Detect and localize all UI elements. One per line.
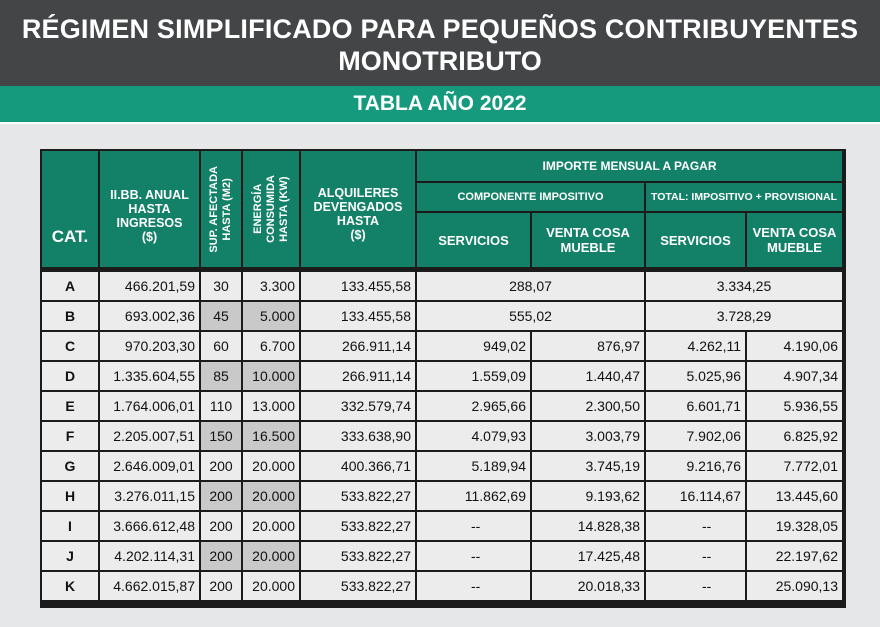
cell-tot-servicios	[646, 542, 745, 570]
cell-tot-venta	[747, 572, 842, 600]
cell-tot-servicios	[646, 482, 745, 510]
cell-tot-servicios	[646, 422, 745, 450]
cell-energia-value: 6.700	[259, 338, 295, 354]
cell-tot-servicios-value: 5.025,96	[686, 368, 741, 384]
cell-comp-servicios-value: --	[471, 578, 481, 594]
cell-superficie-value: 60	[213, 338, 229, 354]
cell-superficie-value: 150	[209, 428, 233, 444]
cell-comp-venta	[532, 332, 644, 360]
cell-tot-servicios-value: --	[702, 548, 712, 564]
header-superficie	[201, 151, 241, 267]
cell-tot-venta-value: 13.445,60	[775, 488, 838, 504]
cell-cat	[42, 332, 98, 360]
cell-alquiler-value: 533.822,27	[340, 488, 411, 504]
header-total	[646, 183, 842, 211]
cell-alquiler	[301, 392, 415, 420]
cell-alquiler-value: 133.455,58	[340, 278, 411, 294]
cell-ingresos-value: 466.201,59	[124, 278, 195, 294]
cell-comp-venta	[532, 422, 644, 450]
cell-comp-servicios	[417, 452, 530, 480]
cell-tot-servicios-value: --	[702, 578, 712, 594]
cell-cat	[42, 572, 98, 600]
cell-tot-servicios-value: 9.216,76	[686, 458, 741, 474]
cell-energia	[243, 392, 299, 420]
cell-tot-venta-value: 19.328,05	[775, 518, 838, 534]
cell-ingresos	[100, 482, 199, 510]
monotributo-table	[40, 149, 846, 608]
cell-componente-merged	[417, 272, 644, 300]
cell-tot-servicios	[646, 572, 745, 600]
cell-alquiler-value: 133.455,58	[340, 308, 411, 324]
cell-alquiler	[301, 542, 415, 570]
cell-superficie	[201, 542, 241, 570]
cell-comp-servicios	[417, 362, 530, 390]
cell-cat-value: C	[64, 338, 76, 354]
header-alquileres	[301, 151, 415, 267]
cell-comp-servicios-value: 1.559,09	[471, 368, 526, 384]
cell-comp-servicios-value: --	[471, 548, 481, 564]
cell-ingresos-value: 3.276.011,15	[114, 488, 195, 504]
cell-cat-value: F	[65, 428, 75, 444]
header-importe-label: IMPORTE MENSUAL A PAGAR	[542, 159, 717, 173]
cell-comp-servicios-value: 2.965,66	[471, 398, 526, 414]
cell-cat	[42, 542, 98, 570]
cell-ingresos-value: 1.764.006,01	[113, 398, 195, 414]
cell-total-merged	[646, 272, 842, 300]
cell-cat-value: E	[65, 398, 75, 414]
cell-tot-venta	[747, 392, 842, 420]
cell-cat	[42, 452, 98, 480]
cell-ingresos	[100, 512, 199, 540]
cell-comp-servicios-value: 5.189,94	[471, 458, 526, 474]
cell-tot-servicios-value: --	[702, 518, 712, 534]
cell-tot-servicios-value: 16.114,67	[679, 488, 741, 504]
subtitle-band	[0, 86, 880, 122]
header-alquileres-line: HASTA	[336, 214, 380, 228]
cell-superficie-value: 30	[213, 278, 229, 294]
header-tot-venta-line: VENTA COSA	[752, 225, 837, 240]
cell-cat	[42, 272, 98, 300]
cell-energia-value: 10.000	[252, 368, 295, 384]
header-tot-servicios	[646, 213, 745, 267]
cell-comp-venta	[532, 362, 644, 390]
cell-comp-venta-value: 14.828,38	[577, 518, 640, 534]
cell-tot-servicios-value: 7.902,06	[686, 428, 741, 444]
cell-total-merged-value: 3.334,25	[716, 278, 772, 294]
cell-comp-venta-value: 3.003,79	[585, 428, 640, 444]
header-tot-servicios-label: SERVICIOS	[660, 232, 731, 248]
cell-alquiler	[301, 422, 415, 450]
cell-cat	[42, 302, 98, 330]
cell-alquiler	[301, 572, 415, 600]
cell-energia-value: 16.500	[252, 428, 295, 444]
header-alquileres-line: DEVENGADOS	[313, 200, 403, 214]
cell-ingresos-value: 4.202.114,31	[114, 548, 195, 564]
cell-alquiler-value: 533.822,27	[340, 548, 411, 564]
cell-cat-value: K	[64, 578, 76, 594]
cell-energia	[243, 272, 299, 300]
cell-tot-venta	[747, 362, 842, 390]
cell-alquiler	[301, 512, 415, 540]
cell-ingresos	[100, 272, 199, 300]
cell-tot-venta-value: 4.907,34	[783, 368, 838, 384]
page-title-line2: MONOTRIBUTO	[338, 46, 542, 76]
cell-tot-venta	[747, 422, 842, 450]
cell-superficie-value: 200	[209, 518, 233, 534]
header-comp-servicios-label: SERVICIOS	[438, 232, 509, 248]
cell-cat	[42, 362, 98, 390]
cell-comp-venta	[532, 482, 644, 510]
cell-superficie	[201, 302, 241, 330]
header-cat	[42, 151, 98, 267]
header-tot-venta	[747, 213, 842, 267]
cell-tot-venta-value: 7.772,01	[783, 458, 838, 474]
cell-tot-servicios	[646, 452, 745, 480]
header-ingresos-line: ($)	[141, 230, 158, 244]
cell-tot-servicios	[646, 362, 745, 390]
cell-componente-merged-value: 555,02	[509, 308, 552, 324]
cell-comp-venta-value: 1.440,47	[585, 368, 640, 384]
cell-ingresos	[100, 362, 199, 390]
header-superficie-line: HASTA (M2)	[221, 177, 233, 241]
cell-superficie	[201, 422, 241, 450]
cell-alquiler-value: 266.911,14	[341, 338, 411, 354]
header-comp-venta-line: MUEBLE	[560, 240, 616, 255]
header-comp-venta-line: VENTA COSA	[546, 225, 630, 240]
cell-energia	[243, 482, 299, 510]
header-comp-servicios	[417, 213, 530, 267]
cell-comp-venta-value: 3.745,19	[585, 458, 640, 474]
cell-comp-venta	[532, 452, 644, 480]
cell-energia	[243, 302, 299, 330]
cell-comp-servicios	[417, 542, 530, 570]
cell-comp-servicios-value: --	[471, 518, 481, 534]
cell-energia-value: 3.300	[259, 278, 295, 294]
cell-comp-servicios	[417, 392, 530, 420]
cell-cat	[42, 392, 98, 420]
cell-ingresos	[100, 572, 199, 600]
cell-superficie-value: 200	[209, 548, 233, 564]
cell-superficie	[201, 392, 241, 420]
header-energia-line: ENERGÍA	[251, 183, 264, 235]
cell-energia	[243, 362, 299, 390]
cell-superficie-value: 45	[213, 308, 229, 324]
cell-tot-venta	[747, 542, 842, 570]
title-banner	[0, 0, 880, 86]
cell-ingresos-value: 2.205.007,51	[113, 428, 195, 444]
cell-comp-venta-value: 2.300,50	[585, 398, 640, 414]
cell-energia-value: 20.000	[252, 458, 295, 474]
cell-tot-servicios	[646, 332, 745, 360]
cell-comp-servicios	[417, 422, 530, 450]
header-ingresos	[100, 151, 199, 267]
header-comp-venta	[532, 213, 644, 267]
cell-energia-value: 20.000	[252, 488, 295, 504]
cell-tot-venta-value: 6.825,92	[783, 428, 838, 444]
cell-alquiler-value: 266.911,14	[341, 368, 411, 384]
cell-comp-venta-value: 9.193,62	[585, 488, 640, 504]
cell-superficie-value: 200	[209, 458, 233, 474]
cell-energia-value: 20.000	[252, 518, 295, 534]
cell-comp-servicios	[417, 512, 530, 540]
cell-ingresos-value: 970.203,30	[124, 338, 195, 354]
cell-comp-venta-value: 20.018,33	[577, 578, 640, 594]
cell-tot-venta-value: 22.197,62	[775, 548, 838, 564]
cell-alquiler-value: 332.579,74	[340, 398, 411, 414]
cell-comp-servicios-value: 11.862,69	[464, 488, 526, 504]
cell-energia	[243, 332, 299, 360]
cell-ingresos	[100, 452, 199, 480]
cell-alquiler	[301, 362, 415, 390]
cell-tot-venta	[747, 452, 842, 480]
cell-tot-servicios	[646, 512, 745, 540]
cell-alquiler-value: 400.366,71	[340, 458, 411, 474]
cell-comp-venta	[532, 512, 644, 540]
cell-superficie	[201, 272, 241, 300]
cell-ingresos-value: 1.335.604,55	[113, 368, 195, 384]
cell-superficie	[201, 512, 241, 540]
cell-energia	[243, 572, 299, 600]
cell-superficie	[201, 332, 241, 360]
cell-cat-value: I	[68, 518, 72, 534]
cell-ingresos-value: 3.666.612,48	[113, 518, 195, 534]
cell-comp-servicios	[417, 482, 530, 510]
cell-ingresos-value: 693.002,36	[124, 308, 195, 324]
header-ingresos-line: II.BB. ANUAL	[110, 188, 189, 202]
cell-cat-value: D	[64, 368, 76, 384]
cell-ingresos	[100, 542, 199, 570]
header-importe	[417, 151, 842, 181]
header-alquileres-line: ($)	[350, 228, 366, 242]
header-energia-line: CONSUMIDA	[264, 175, 277, 243]
cell-cat-value: J	[66, 548, 74, 564]
cell-comp-venta	[532, 392, 644, 420]
header-energia	[243, 151, 299, 267]
cell-ingresos	[100, 332, 199, 360]
cell-energia	[243, 542, 299, 570]
cell-cat	[42, 512, 98, 540]
cell-tot-servicios-value: 6.601,71	[686, 398, 741, 414]
page-title-line1: RÉGIMEN SIMPLIFICADO PARA PEQUEÑOS CONTRIBUYENTES	[21, 14, 859, 44]
cell-energia	[243, 512, 299, 540]
divider	[0, 122, 880, 124]
cell-superficie-value: 200	[209, 488, 233, 504]
cell-ingresos	[100, 392, 199, 420]
cell-alquiler	[301, 482, 415, 510]
cell-superficie	[201, 452, 241, 480]
cell-cat	[42, 482, 98, 510]
header-componente-label: COMPONENTE IMPOSITIVO	[457, 191, 604, 203]
cell-cat-value: H	[64, 488, 76, 504]
cell-ingresos	[100, 302, 199, 330]
header-ingresos-line: HASTA	[128, 202, 171, 216]
cell-superficie	[201, 362, 241, 390]
cell-cat	[42, 422, 98, 450]
cell-energia-value: 20.000	[252, 548, 295, 564]
header-cat-label: CAT.	[51, 227, 89, 246]
cell-energia-value: 20.000	[252, 578, 295, 594]
cell-alquiler	[301, 332, 415, 360]
cell-comp-servicios	[417, 332, 530, 360]
cell-tot-servicios-value: 4.262,11	[687, 338, 741, 354]
cell-ingresos-value: 2.646.009,01	[113, 458, 195, 474]
cell-alquiler	[301, 302, 415, 330]
cell-alquiler-value: 533.822,27	[340, 518, 411, 534]
cell-superficie	[201, 482, 241, 510]
cell-tot-servicios	[646, 392, 745, 420]
cell-total-merged	[646, 302, 842, 330]
cell-alquiler	[301, 452, 415, 480]
cell-alquiler-value: 333.638,90	[340, 428, 411, 444]
cell-comp-venta-value: 876,97	[597, 338, 640, 354]
cell-ingresos	[100, 422, 199, 450]
cell-alquiler-value: 533.822,27	[340, 578, 411, 594]
cell-comp-servicios-value: 949,02	[483, 338, 526, 354]
cell-superficie-value: 200	[209, 578, 233, 594]
cell-cat-value: G	[64, 458, 76, 474]
cell-cat-value: A	[64, 278, 76, 294]
cell-comp-venta-value: 17.425,48	[577, 548, 640, 564]
header-total-label: TOTAL: IMPOSITIVO + PROVISIONAL	[650, 191, 837, 203]
header-alquileres-line: ALQUILERES	[317, 186, 399, 200]
cell-tot-venta	[747, 512, 842, 540]
cell-energia	[243, 422, 299, 450]
header-superficie-line: SUP. AFECTADA	[208, 165, 220, 253]
cell-tot-venta-value: 4.190,06	[783, 338, 838, 354]
cell-componente-merged	[417, 302, 644, 330]
header-tot-venta-line: MUEBLE	[767, 240, 822, 255]
table-year-title: TABLA AÑO 2022	[353, 92, 527, 115]
cell-comp-venta	[532, 572, 644, 600]
cell-cat-value: B	[64, 308, 76, 324]
cell-superficie-value: 85	[213, 368, 229, 384]
cell-superficie	[201, 572, 241, 600]
cell-comp-venta	[532, 542, 644, 570]
cell-tot-venta-value: 5.936,55	[783, 398, 838, 414]
cell-comp-servicios-value: 4.079,93	[471, 428, 526, 444]
header-componente	[417, 183, 644, 211]
header-ingresos-line: INGRESOS	[116, 216, 183, 230]
cell-energia-value: 5.000	[259, 308, 295, 324]
cell-energia-value: 13.000	[252, 398, 295, 414]
cell-tot-venta	[747, 332, 842, 360]
cell-tot-venta-value: 25.090,13	[775, 578, 838, 594]
cell-comp-servicios	[417, 572, 530, 600]
cell-superficie-value: 110	[209, 398, 233, 414]
cell-ingresos-value: 4.662.015,87	[113, 578, 195, 594]
cell-energia	[243, 452, 299, 480]
cell-total-merged-value: 3.728,29	[716, 308, 772, 324]
cell-alquiler	[301, 272, 415, 300]
cell-componente-merged-value: 288,07	[509, 278, 552, 294]
header-energia-line: HASTA (KW)	[277, 176, 290, 242]
cell-tot-venta	[747, 482, 842, 510]
